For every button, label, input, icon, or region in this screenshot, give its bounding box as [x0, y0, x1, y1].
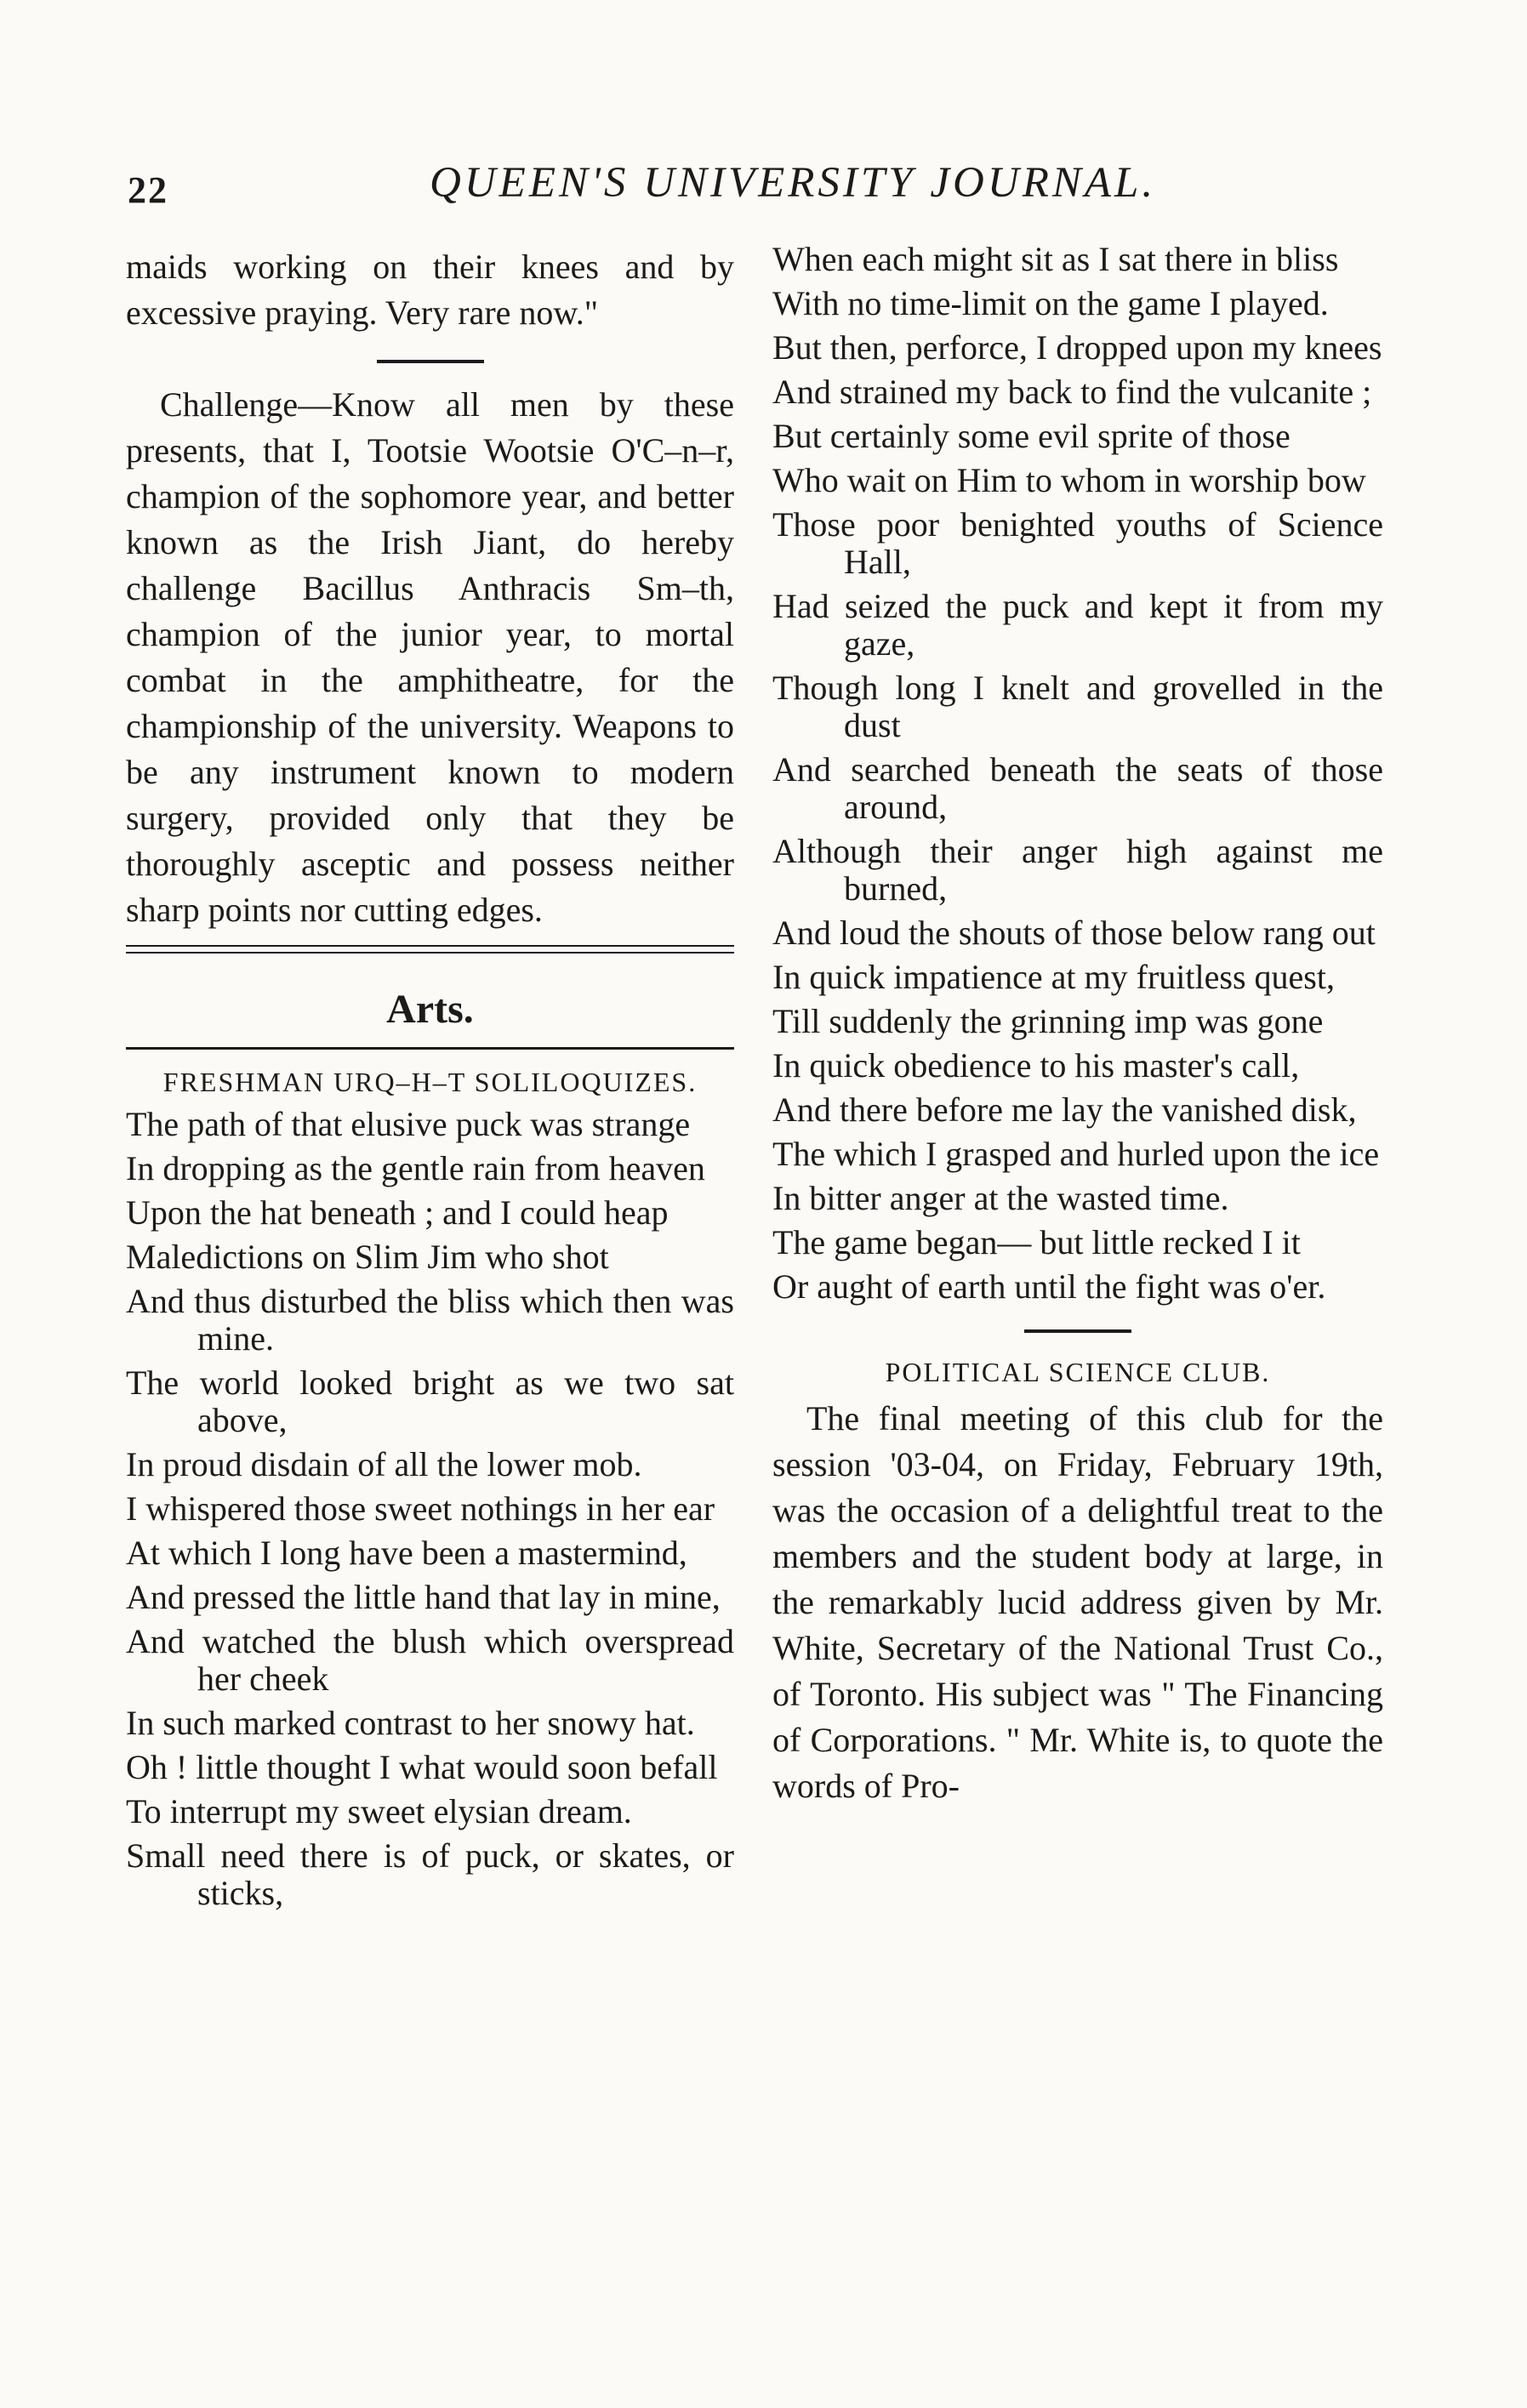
opening-paragraph: maids working on their knees and by excessive praying. Very rare now."	[126, 248, 734, 332]
poem-line: In such marked contrast to her snowy hat.	[126, 1704, 695, 1742]
poem-line: Who wait on Him to whom in worship bow	[772, 461, 1366, 499]
poem-line: I whispered those sweet nothings in her ear	[126, 1489, 715, 1528]
club-heading: POLITICAL SCIENCE CLUB.	[885, 1357, 1271, 1387]
poem-line: But then, perforce, I dropped upon my knees	[772, 328, 1382, 367]
poem-line: In quick obedience to his master's call,	[772, 1046, 1300, 1084]
poem-line: Had seized the puck and kept it from my gaze,	[772, 587, 1383, 663]
challenge-paragraph: Challenge—Know all men by these presents, that I, Tootsie Wootsie O'C–n–r, champion of the sophomore year, and better known as the Irish Jiant, do hereby challenge Bacillus Anthracis Sm–th, champion of the junior year, to mortal combat in the amphitheatre, for the championship of the university. Weapons to be any instrument known to modern surgery, provided only that they be thoroughly asceptic and possess neither sharp points nor cutting edges.	[126, 385, 734, 929]
poem-line: The world looked bright as we two sat above,	[126, 1363, 734, 1439]
poem-line: But certainly some evil sprite of those	[772, 417, 1291, 455]
poem-line: At which I long have been a mastermind,	[126, 1534, 687, 1572]
poem-line: To interrupt my sweet elysian dream.	[126, 1792, 632, 1830]
poem-line: The which I grasped and hurled upon the ice	[772, 1135, 1380, 1173]
left-column	[126, 244, 734, 1919]
journal-title: QUEEN'S UNIVERSITY JOURNAL.	[430, 159, 1157, 207]
poem-line: In proud disdain of all the lower mob.	[126, 1445, 642, 1483]
poem-line: In dropping as the gentle rain from heaven	[126, 1149, 705, 1187]
poem-line: Or aught of earth until the fight was o'er.	[772, 1267, 1326, 1306]
separator-rule	[377, 360, 484, 363]
poem-heading: FRESHMAN URQ–H–T SOLILOQUIZES.	[162, 1067, 698, 1097]
poem-line: Oh ! little thought I what would soon befall	[126, 1748, 718, 1786]
poem-line: In bitter anger at the wasted time.	[772, 1179, 1229, 1217]
poem-line: Though long I knelt and grovelled in the dust	[772, 669, 1383, 744]
poem-line: And strained my back to find the vulcanite ;	[772, 373, 1372, 411]
poem-line: Small need there is of puck, or skates, or sticks,	[126, 1836, 734, 1912]
poem-line: In quick impatience at my fruitless quest,	[772, 958, 1335, 996]
section-title-arts: Arts.	[386, 987, 474, 1032]
poem-right	[772, 241, 1383, 1306]
section-divider	[126, 945, 734, 959]
poem-line: The path of that elusive puck was strange	[126, 1105, 691, 1143]
right-column	[772, 241, 1383, 1809]
poem-line: And searched beneath the seats of those around,	[772, 750, 1383, 826]
poem-line: And thus disturbed the bliss which then was mine.	[126, 1282, 734, 1358]
poem-line: With no time-limit on the game I played.	[772, 284, 1329, 322]
page-number: 22	[128, 169, 168, 211]
poem-line: When each might sit as I sat there in bliss	[772, 240, 1339, 278]
poem-line: And watched the blush which overspread her cheek	[126, 1622, 734, 1698]
poem-line: And loud the shouts of those below rang out	[772, 914, 1376, 952]
poem-line: Till suddenly the grinning imp was gone	[772, 1002, 1324, 1040]
poem-line: Upon the hat beneath ; and I could heap	[126, 1193, 669, 1232]
poem-line: The game began— but little recked I it	[772, 1223, 1301, 1261]
poem-line: Maledictions on Slim Jim who shot	[126, 1238, 609, 1276]
poem-line: Those poor benighted youths of Science Hall,	[772, 505, 1383, 581]
poem-line: Although their anger high against me burned,	[772, 832, 1383, 908]
poem-left	[126, 1106, 734, 1912]
club-paragraph: The final meeting of this club for the session '03-04, on Friday, February 19th, was the occasion of a delightful treat to the members and the student body at large, in the remarkably lucid address given by Mr. White, Secretary of the National Trust Co., of Toronto. His subject was " The Financing of Corporations. " Mr. White is, to quote the words of Pro-	[772, 1399, 1383, 1805]
poem-line: And pressed the little hand that lay in mine,	[126, 1578, 721, 1616]
poem-line: And there before me lay the vanished disk,	[772, 1090, 1357, 1129]
section-rule	[126, 1047, 734, 1050]
separator-rule	[1024, 1329, 1131, 1333]
